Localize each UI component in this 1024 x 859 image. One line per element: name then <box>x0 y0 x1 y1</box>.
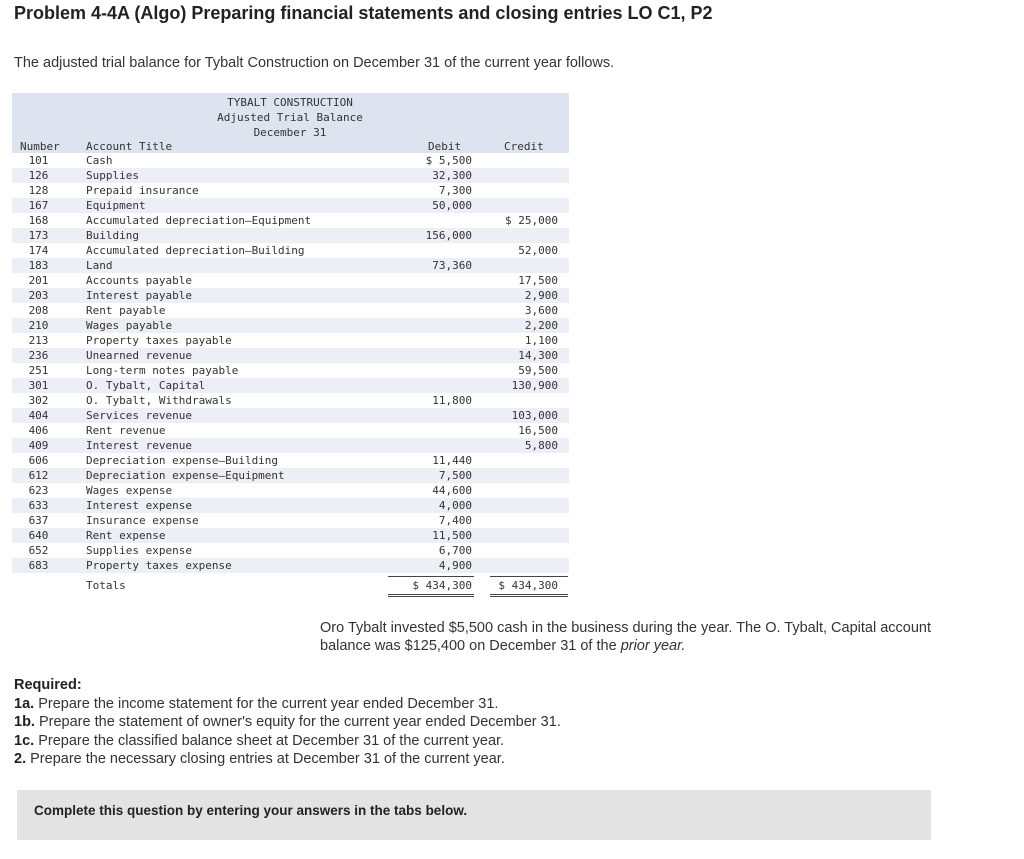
account-title: Accounts payable <box>86 274 192 287</box>
account-number: 101 <box>28 154 49 167</box>
account-number: 409 <box>28 439 49 452</box>
credit-amount: 103,000 <box>511 409 558 422</box>
account-number: 203 <box>28 289 49 302</box>
col-header-credit: Credit <box>504 140 544 153</box>
required-text: Prepare the necessary closing entries at December 31 of the current year. <box>30 751 505 767</box>
account-title: Equipment <box>86 199 146 212</box>
account-row <box>12 228 569 243</box>
account-title: Wages expense <box>86 484 173 497</box>
account-title: Unearned revenue <box>86 349 192 362</box>
credit-amount: 59,500 <box>518 364 558 377</box>
account-number: 623 <box>28 484 49 497</box>
credit-amount: 14,300 <box>518 349 558 362</box>
totals-row <box>12 577 569 594</box>
instruction-banner <box>17 790 931 840</box>
account-title: Long-term notes payable <box>86 364 239 377</box>
credit-double-rule-2 <box>490 596 568 597</box>
account-number: 167 <box>28 199 49 212</box>
required-key: 1a. <box>14 695 35 712</box>
account-number: 683 <box>28 559 49 572</box>
account-row <box>12 408 569 423</box>
account-number: 183 <box>28 259 49 272</box>
col-header-debit: Debit <box>428 140 462 153</box>
account-title: Land <box>86 259 113 272</box>
debit-amount: 7,300 <box>438 184 472 197</box>
account-row <box>12 168 569 183</box>
account-row <box>12 453 569 468</box>
statement-name: Adjusted Trial Balance <box>217 111 363 124</box>
trial-balance-rows <box>12 153 569 573</box>
col-header-number: Number <box>20 140 60 153</box>
account-number: 174 <box>28 244 49 257</box>
debit-amount: 6,700 <box>438 544 472 557</box>
col-header-title: Account Title <box>86 140 173 153</box>
account-number: 301 <box>28 379 49 392</box>
account-number: 208 <box>28 304 49 317</box>
debit-amount: 73,360 <box>432 259 472 272</box>
account-title: Accumulated depreciation—Building <box>86 244 305 257</box>
credit-amount: 3,600 <box>524 304 558 317</box>
intro-text: The adjusted trial balance for Tybalt Construction on December 31 of the current year follows. <box>14 55 615 71</box>
account-row <box>12 183 569 198</box>
account-row <box>12 423 569 438</box>
account-row <box>12 393 569 408</box>
debit-amount: 32,300 <box>432 169 472 182</box>
account-title: Cash <box>86 154 113 167</box>
debit-amount: $ 5,500 <box>425 154 472 167</box>
credit-amount: 52,000 <box>518 244 558 257</box>
account-title: Interest expense <box>86 499 192 512</box>
account-title: Rent payable <box>86 304 166 317</box>
debit-double-rule-1 <box>388 594 474 595</box>
account-row <box>12 438 569 453</box>
account-row <box>12 318 569 333</box>
credit-amount: 1,100 <box>524 334 558 347</box>
account-row <box>12 258 569 273</box>
account-row <box>12 288 569 303</box>
account-number: 201 <box>28 274 49 287</box>
account-row <box>12 213 569 228</box>
debit-amount: 4,900 <box>438 559 472 572</box>
credit-amount: 16,500 <box>518 424 558 437</box>
required-item <box>14 732 974 751</box>
account-row <box>12 558 569 573</box>
account-number: 126 <box>28 169 49 182</box>
credit-amount: 5,800 <box>524 439 558 452</box>
account-title: Depreciation expense—Building <box>86 454 279 467</box>
account-title: Rent expense <box>86 529 166 542</box>
required-text: Prepare the classified balance sheet at December 31 of the current year. <box>38 732 505 749</box>
required-item <box>14 713 974 732</box>
account-row <box>12 153 569 168</box>
totals-debit: $ 434,300 <box>412 579 472 592</box>
account-row <box>12 378 569 393</box>
account-number: 302 <box>28 394 49 407</box>
account-row <box>12 303 569 318</box>
context-text: Oro Tybalt invested $5,500 cash in the business during the year. The O. Tybalt, Capital account balance was $125,400 on December 31 of the <box>320 620 931 654</box>
required-heading: Required: <box>14 677 82 693</box>
account-title: Wages payable <box>86 319 173 332</box>
account-row <box>12 528 569 543</box>
debit-amount: 7,400 <box>438 514 472 527</box>
debit-amount: 50,000 <box>432 199 472 212</box>
credit-double-rule-1 <box>490 594 568 595</box>
credit-amount: 130,900 <box>511 379 558 392</box>
account-row <box>12 468 569 483</box>
account-title: Prepaid insurance <box>86 184 199 197</box>
account-title: O. Tybalt, Capital <box>86 379 206 392</box>
account-title: Supplies expense <box>86 544 192 557</box>
account-title: Rent revenue <box>86 424 166 437</box>
credit-amount: 17,500 <box>518 274 558 287</box>
statement-date: December 31 <box>253 126 327 139</box>
credit-amount: $ 25,000 <box>505 214 558 227</box>
account-row <box>12 273 569 288</box>
account-row <box>12 483 569 498</box>
debit-amount: 7,500 <box>438 469 472 482</box>
account-row <box>12 363 569 378</box>
totals-credit: $ 434,300 <box>498 579 558 592</box>
account-row <box>12 498 569 513</box>
account-number: 210 <box>28 319 49 332</box>
context-emphasis: prior year. <box>620 638 686 654</box>
account-number: 637 <box>28 514 49 527</box>
account-title: Interest revenue <box>86 439 192 452</box>
credit-amount: 2,200 <box>524 319 558 332</box>
required-key: 2. <box>14 751 27 767</box>
debit-amount: 156,000 <box>425 229 472 242</box>
required-section <box>14 676 974 769</box>
account-number: 652 <box>28 544 49 557</box>
debit-amount: 11,500 <box>432 529 472 542</box>
required-key: 1c. <box>14 732 35 749</box>
account-row <box>12 198 569 213</box>
account-number: 173 <box>28 229 49 242</box>
account-number: 633 <box>28 499 49 512</box>
debit-amount: 11,440 <box>432 454 472 467</box>
account-row <box>12 513 569 528</box>
account-title: Property taxes expense <box>86 559 232 572</box>
credit-amount: 2,900 <box>524 289 558 302</box>
account-number: 404 <box>28 409 49 422</box>
trial-balance-header <box>12 93 569 153</box>
account-row <box>12 243 569 258</box>
account-number: 606 <box>28 454 49 467</box>
account-number: 406 <box>28 424 49 437</box>
account-title: Property taxes payable <box>86 334 232 347</box>
account-number: 168 <box>28 214 49 227</box>
debit-double-rule-2 <box>388 596 474 597</box>
account-title: Services revenue <box>86 409 192 422</box>
required-text: Prepare the income statement for the current year ended December 31. <box>38 695 499 712</box>
required-key: 1b. <box>14 714 35 730</box>
account-title: O. Tybalt, Withdrawals <box>86 394 232 407</box>
account-title: Interest payable <box>86 289 192 302</box>
required-text: Prepare the statement of owner's equity for the current year ended December 31. <box>38 714 561 730</box>
context-paragraph <box>320 619 960 655</box>
debit-amount: 44,600 <box>432 484 472 497</box>
account-row <box>12 348 569 363</box>
account-number: 236 <box>28 349 49 362</box>
required-item <box>14 750 974 769</box>
account-number: 213 <box>28 334 49 347</box>
account-number: 128 <box>28 184 49 197</box>
account-title: Accumulated depreciation—Equipment <box>86 214 312 227</box>
company-name: TYBALT CONSTRUCTION <box>227 96 353 109</box>
account-title: Insurance expense <box>86 514 199 527</box>
account-number: 612 <box>28 469 49 482</box>
instruction-text: Complete this question by entering your answers in the tabs below. <box>34 803 468 818</box>
account-title: Building <box>86 229 139 242</box>
account-title: Supplies <box>86 169 139 182</box>
problem-title: Problem 4-4A (Algo) Preparing financial statements and closing entries LO C1, P2 <box>14 3 713 23</box>
account-number: 251 <box>28 364 49 377</box>
trial-balance-title-block <box>190 95 390 140</box>
debit-amount: 11,800 <box>432 394 472 407</box>
account-title: Depreciation expense—Equipment <box>86 469 285 482</box>
debit-amount: 4,000 <box>438 499 472 512</box>
account-row <box>12 333 569 348</box>
account-row <box>12 543 569 558</box>
trial-balance-table <box>12 93 572 603</box>
account-number: 640 <box>28 529 49 542</box>
totals-label: Totals <box>86 579 126 592</box>
required-item <box>14 695 974 714</box>
